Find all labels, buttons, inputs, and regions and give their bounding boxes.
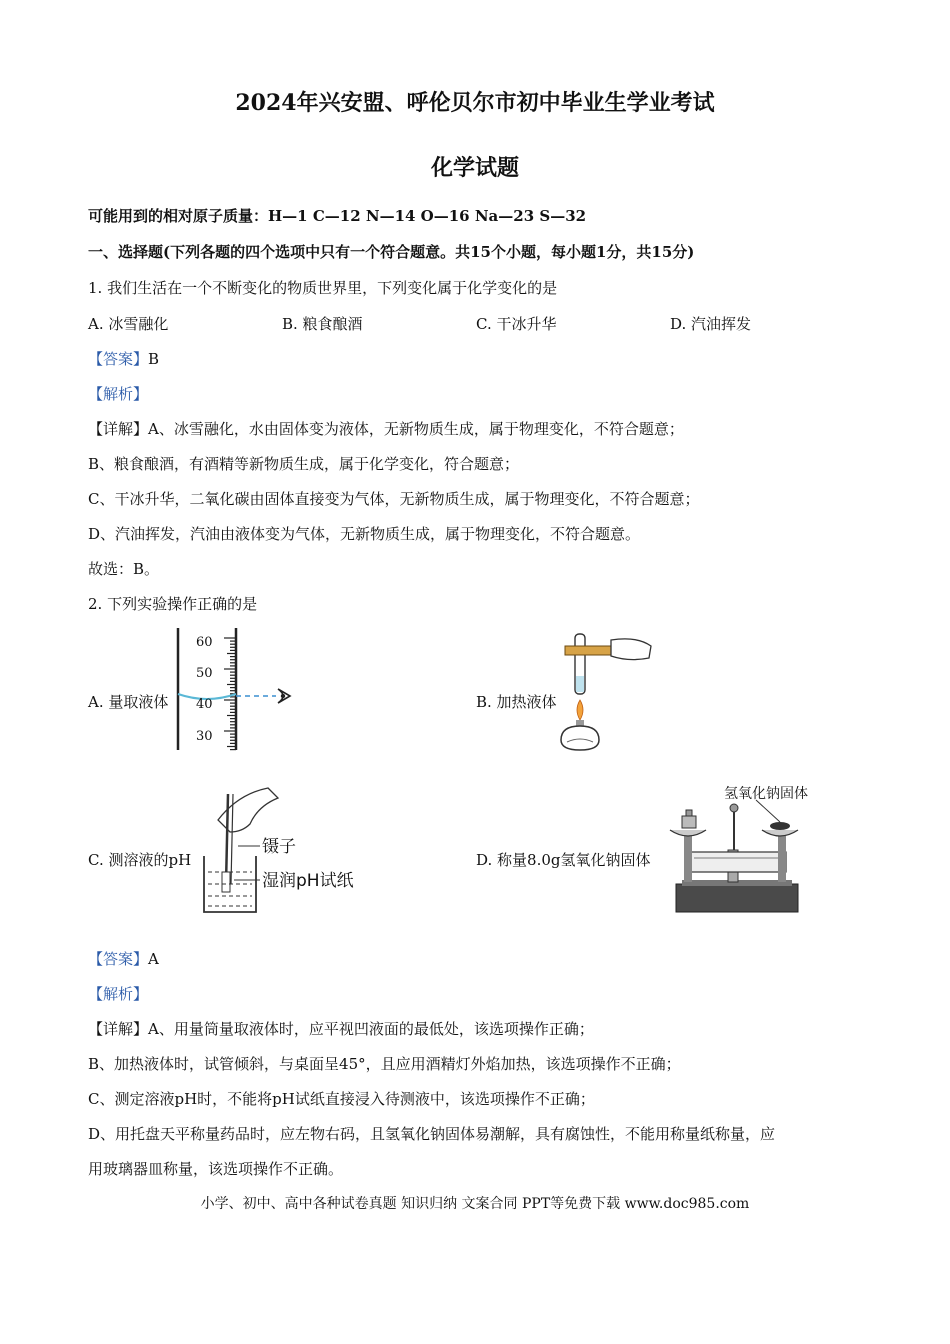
q1-detail-c: C、干冰升华，二氧化碳由固体直接变为气体，无新物质生成，属于物理变化，不符合题意； xyxy=(88,490,700,508)
q1-detail-a: A、冰雪融化，水由固体变为液体，无新物质生成，属于物理变化，不符合题意； xyxy=(148,420,684,438)
exam-subtitle: 化学试题 xyxy=(430,155,519,181)
exam-title: 2024年兴安盟、呼伦贝尔市初中毕业生学业考试 xyxy=(235,90,715,116)
q1-conclusion: 故选：B。 xyxy=(88,560,160,578)
ph-paper-label: 湿润pH试纸 xyxy=(262,871,354,891)
q1-answer: B xyxy=(148,350,160,368)
q2-detail-a: A、用量筒量取液体时，应平视凹液面的最低处，该选项操作正确； xyxy=(148,1020,594,1038)
q1-detail-d: D、汽油挥发，汽油由液体变为气体，无新物质生成，属于物理变化，不符合题意。 xyxy=(88,525,641,543)
q2-option-d: D. 称量8.0g氢氧化钠固体 xyxy=(476,851,651,869)
q2-answer-tag: 【答案】 xyxy=(88,950,149,968)
page-footer: 小学、初中、高中各种试卷真题 知识归纳 文案合同 PPT等免费下载 www.doc985.com xyxy=(200,1196,750,1212)
scale-label-30: 30 xyxy=(196,729,213,744)
q1-answer-line xyxy=(88,349,159,369)
q1-option-c: C. 干冰升华 xyxy=(476,315,557,333)
atomic-mass-line: 可能用到的相对原子质量：H—1 C—12 N—14 O—16 Na—23 S—32 xyxy=(88,207,587,225)
q2-option-c: C. 测溶液的pH xyxy=(88,851,192,869)
q2-detail-b: B、加热液体时，试管倾斜，与桌面呈45°，且应用酒精灯外焰加热，该选项操作不正确； xyxy=(88,1055,681,1073)
q2-detail-d-cont: 用玻璃器皿称量，该选项操作不正确。 xyxy=(88,1160,344,1178)
scale-label-50: 50 xyxy=(196,666,213,681)
q2-detail-d: D、用托盘天平称量药品时，应左物右码，且氢氧化钠固体易潮解，具有腐蚀性，不能用称量纸称量，应 xyxy=(88,1125,776,1143)
scale-label-40: 40 xyxy=(196,697,213,712)
cylinder-scale-figure xyxy=(170,626,300,752)
q1-option-b: B. 粮食酿酒 xyxy=(282,315,363,333)
q1-detail-tag: 【详解】 xyxy=(88,420,149,438)
q1-answer-tag: 【答案】 xyxy=(88,350,149,368)
q1-detail-line xyxy=(88,419,684,439)
section-heading: 一、选择题(下列各题的四个选项中只有一个符合题意。共15个小题，每小题1分，共15分) xyxy=(88,243,695,261)
balance-figure xyxy=(664,800,804,916)
heating-tube-figure xyxy=(555,628,660,754)
q1-analysis-tag: 【解析】 xyxy=(88,385,149,403)
q2-detail-tag: 【详解】 xyxy=(88,1020,149,1038)
scale-label-60: 60 xyxy=(196,635,213,650)
q2-stem: 2. 下列实验操作正确的是 xyxy=(88,595,258,613)
naoh-label: 氢氧化钠固体 xyxy=(724,786,808,802)
tweezers-label: 镊子 xyxy=(262,837,296,857)
q1-option-a: A. 冰雪融化 xyxy=(88,315,169,333)
q1-stem: 1. 我们生活在一个不断变化的物质世界里，下列变化属于化学变化的是 xyxy=(88,279,558,297)
q2-answer-line xyxy=(88,949,159,969)
q1-option-d: D. 汽油挥发 xyxy=(670,315,752,333)
q1-detail-b: B、粮食酿酒，有酒精等新物质生成，属于化学变化，符合题意； xyxy=(88,455,520,473)
q2-option-a: A. 量取液体 xyxy=(88,693,169,711)
q2-detail-line xyxy=(88,1019,594,1039)
q2-detail-c: C、测定溶液pH时，不能将pH试纸直接浸入待测液中，该选项操作不正确； xyxy=(88,1090,595,1108)
q2-analysis-tag: 【解析】 xyxy=(88,985,149,1003)
q2-answer: A xyxy=(148,950,159,968)
q2-option-b: B. 加热液体 xyxy=(476,693,557,711)
